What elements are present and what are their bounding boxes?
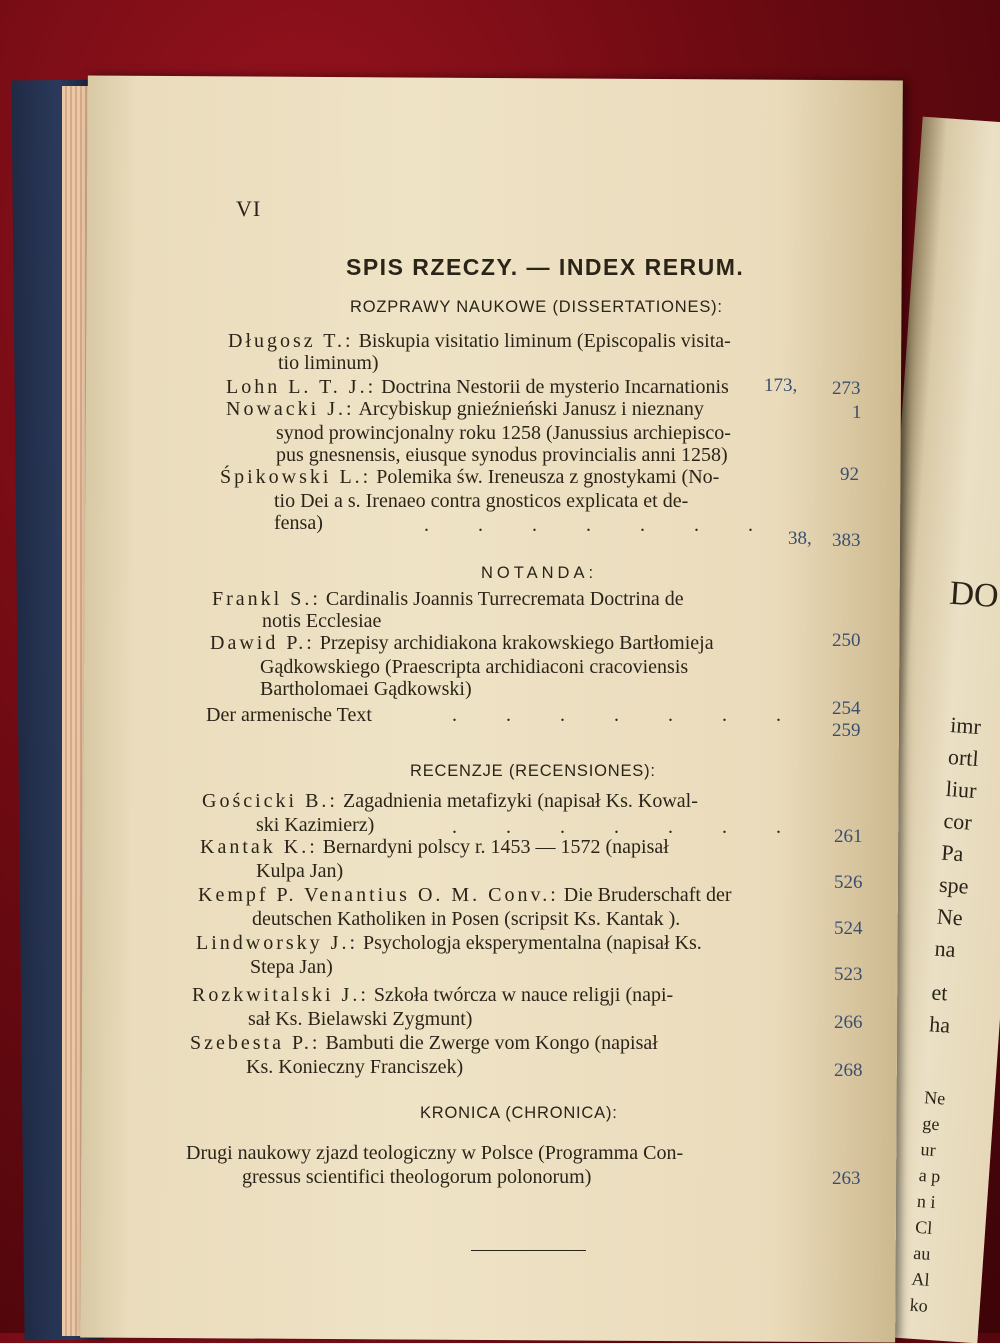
entry-page-number: 92 xyxy=(840,464,859,485)
entry-author: Dawid P.: xyxy=(210,632,315,654)
section-heading-dissertationes: ROZPRAWY NAUKOWE (DISSERTATIONES): xyxy=(350,298,723,316)
entry-page-number: 261 xyxy=(834,826,863,847)
entry-author: Lohn L. T. J.: xyxy=(226,376,377,398)
entry-title: Polemika św. Ireneusza z gnostykami (No- xyxy=(376,466,720,488)
entry-title: Psychologja eksperymentalna (napisał Ks. xyxy=(363,932,702,954)
entry-page-number: 526 xyxy=(834,872,863,893)
facing-page-fragment: spe xyxy=(938,871,970,899)
facing-page-fragment: Cl xyxy=(914,1216,933,1238)
entry-title: Bernardyni polscy r. 1453 — 1572 (napisał xyxy=(322,836,669,858)
toc-entry-lohn xyxy=(226,376,729,398)
entry-author: Długosz T.: xyxy=(228,330,354,352)
entry-page-number: 173, xyxy=(764,375,798,396)
toc-entry-lindworsky xyxy=(196,932,702,954)
entry-page-number: 266 xyxy=(834,1012,863,1033)
facing-page-fragment: na xyxy=(933,935,957,962)
entry-author: Śpikowski L.: xyxy=(220,466,372,488)
page-number: VI xyxy=(236,196,262,221)
entry-title-continued: Ks. Konieczny Franciszek) xyxy=(246,1056,464,1078)
entry-page-number: 523 xyxy=(834,964,863,985)
facing-page-fragment: liur xyxy=(945,775,978,803)
entry-author: Rozkwitalski J.: xyxy=(192,984,369,1006)
closing-rule xyxy=(471,1250,586,1251)
entry-page-number: 383 xyxy=(832,530,861,551)
toc-entry-nowacki xyxy=(226,398,704,420)
entry-page-number: 268 xyxy=(834,1060,863,1081)
entry-title-continued: Bartholomaei Gądkowski) xyxy=(260,678,472,700)
entry-title-continued: tio liminum) xyxy=(278,352,379,374)
entry-page-number: 263 xyxy=(832,1168,861,1189)
section-heading-recensiones: RECENZJE (RECENSIONES): xyxy=(410,762,656,780)
facing-page-fragment: ko xyxy=(909,1294,929,1316)
facing-page-fragment: et xyxy=(930,979,949,1006)
facing-page-fragment: ortl xyxy=(947,743,980,772)
page-title: SPIS RZECZY. — INDEX RERUM. xyxy=(346,254,745,280)
entry-author: Szebesta P.: xyxy=(190,1032,321,1054)
entry-title-continued: deutschen Katholiken in Posen (scripsit Ks. Kantak ). xyxy=(252,908,681,930)
entry-page-number: 524 xyxy=(834,918,863,939)
entry-title: Bambuti die Zwerge vom Kongo (napisał xyxy=(325,1032,658,1054)
entry-page-number: 259 xyxy=(832,720,861,741)
facing-page-fragment: DO xyxy=(948,574,1000,616)
entry-title-continued: pus gnesnensis, eiusque synodus provincialis anni 1258) xyxy=(276,444,728,466)
entry-title-continued: gressus scientifici theologorum polonorum) xyxy=(242,1166,592,1188)
facing-page-fragment: Pa xyxy=(940,839,965,867)
entry-title-continued: sał Ks. Bielawski Zygmunt) xyxy=(248,1008,473,1030)
facing-page-fragment: n i xyxy=(916,1190,937,1213)
toc-entry-drugi: Drugi naukowy zjazd teologiczny w Polsce (Programma Con- xyxy=(186,1142,684,1164)
toc-entry-armenische xyxy=(206,704,372,726)
facing-page-fragment: cor xyxy=(942,807,973,835)
facing-page-fragment: au xyxy=(912,1242,932,1264)
entry-author: Frankl S.: xyxy=(212,588,321,610)
entry-page-number: 1 xyxy=(852,402,862,423)
toc-entry-dawid xyxy=(210,632,714,654)
facing-page-fragment: ha xyxy=(928,1011,952,1038)
entry-page-number: 254 xyxy=(832,698,861,719)
entry-author: Kantak K.: xyxy=(200,836,318,858)
facing-page-fragment: imr xyxy=(949,712,982,740)
toc-entry-kantak xyxy=(200,836,669,858)
dot-leader: . . . . . . . xyxy=(452,816,803,838)
entry-title-continued: synod prowincjonalny roku 1258 (Janussius archiepisco- xyxy=(276,422,731,444)
entry-author: Lindworsky J.: xyxy=(196,932,358,954)
entry-author: Kempf P. Venantius O. M. Conv.: xyxy=(198,884,559,906)
entry-title: Die Bruderschaft der xyxy=(563,884,732,906)
entry-title-continued: ski Kazimierz) xyxy=(256,814,375,836)
entry-title-continued: Kulpa Jan) xyxy=(256,860,344,882)
entry-page-number: 250 xyxy=(832,630,861,651)
toc-entry-frankl xyxy=(212,588,684,610)
facing-page-fragment: Ne xyxy=(923,1087,946,1109)
toc-entry-kempf xyxy=(198,884,732,906)
facing-page-fragment: ge xyxy=(921,1113,941,1135)
entry-title: Der armenische Text xyxy=(206,704,372,726)
entry-author: Nowacki J.: xyxy=(226,398,355,420)
entry-title: Doctrina Nestorii de mysterio Incarnationis xyxy=(381,376,729,398)
entry-title-continued: fensa) xyxy=(274,512,323,534)
entry-title: Przepisy archidiakona krakowskiego Bartłomieja xyxy=(319,632,714,654)
entry-author: Gościcki B.: xyxy=(202,790,338,812)
entry-title: Biskupia visitatio liminum (Episcopalis visita- xyxy=(358,330,731,352)
facing-page-fragment: Ne xyxy=(936,903,964,931)
entry-title: Arcybiskup gnieźnieński Janusz i nieznany xyxy=(358,398,704,420)
entry-title: Zagadnienia metafizyki (napisał Ks. Kowal- xyxy=(343,790,698,812)
toc-entry-dlugosz xyxy=(228,330,731,352)
facing-page-fragment: a p xyxy=(918,1164,942,1187)
entry-title-continued: notis Ecclesiae xyxy=(262,610,382,632)
toc-entry-goscicki xyxy=(202,790,698,812)
dot-leader: . . . . . . . xyxy=(452,704,803,726)
section-heading-chronica: KRONICA (CHRONICA): xyxy=(420,1104,618,1122)
facing-page-fragment: ur xyxy=(920,1139,937,1160)
entry-title: Szkoła twórcza w nauce religji (napi- xyxy=(373,984,674,1006)
dot-leader: . . . . . . . xyxy=(424,514,775,536)
toc-entry-spikowski xyxy=(220,466,719,488)
facing-page-fragment: Al xyxy=(910,1268,931,1290)
section-heading-notanda: NOTANDA: xyxy=(481,564,598,582)
entry-page-number: 38, xyxy=(788,528,812,549)
entry-page-number: 273 xyxy=(832,378,861,399)
toc-entry-rozkwitalski xyxy=(192,984,673,1006)
entry-title: Cardinalis Joannis Turrecremata Doctrina de xyxy=(325,588,684,610)
toc-entry-szebesta xyxy=(190,1032,658,1054)
entry-title-continued: Stepa Jan) xyxy=(250,956,333,978)
entry-title-continued: tio Dei a s. Irenaeo contra gnosticos explicata et de- xyxy=(274,490,689,512)
entry-title-continued: Gądkowskiego (Praescripta archidiaconi cracoviensis xyxy=(260,656,689,678)
